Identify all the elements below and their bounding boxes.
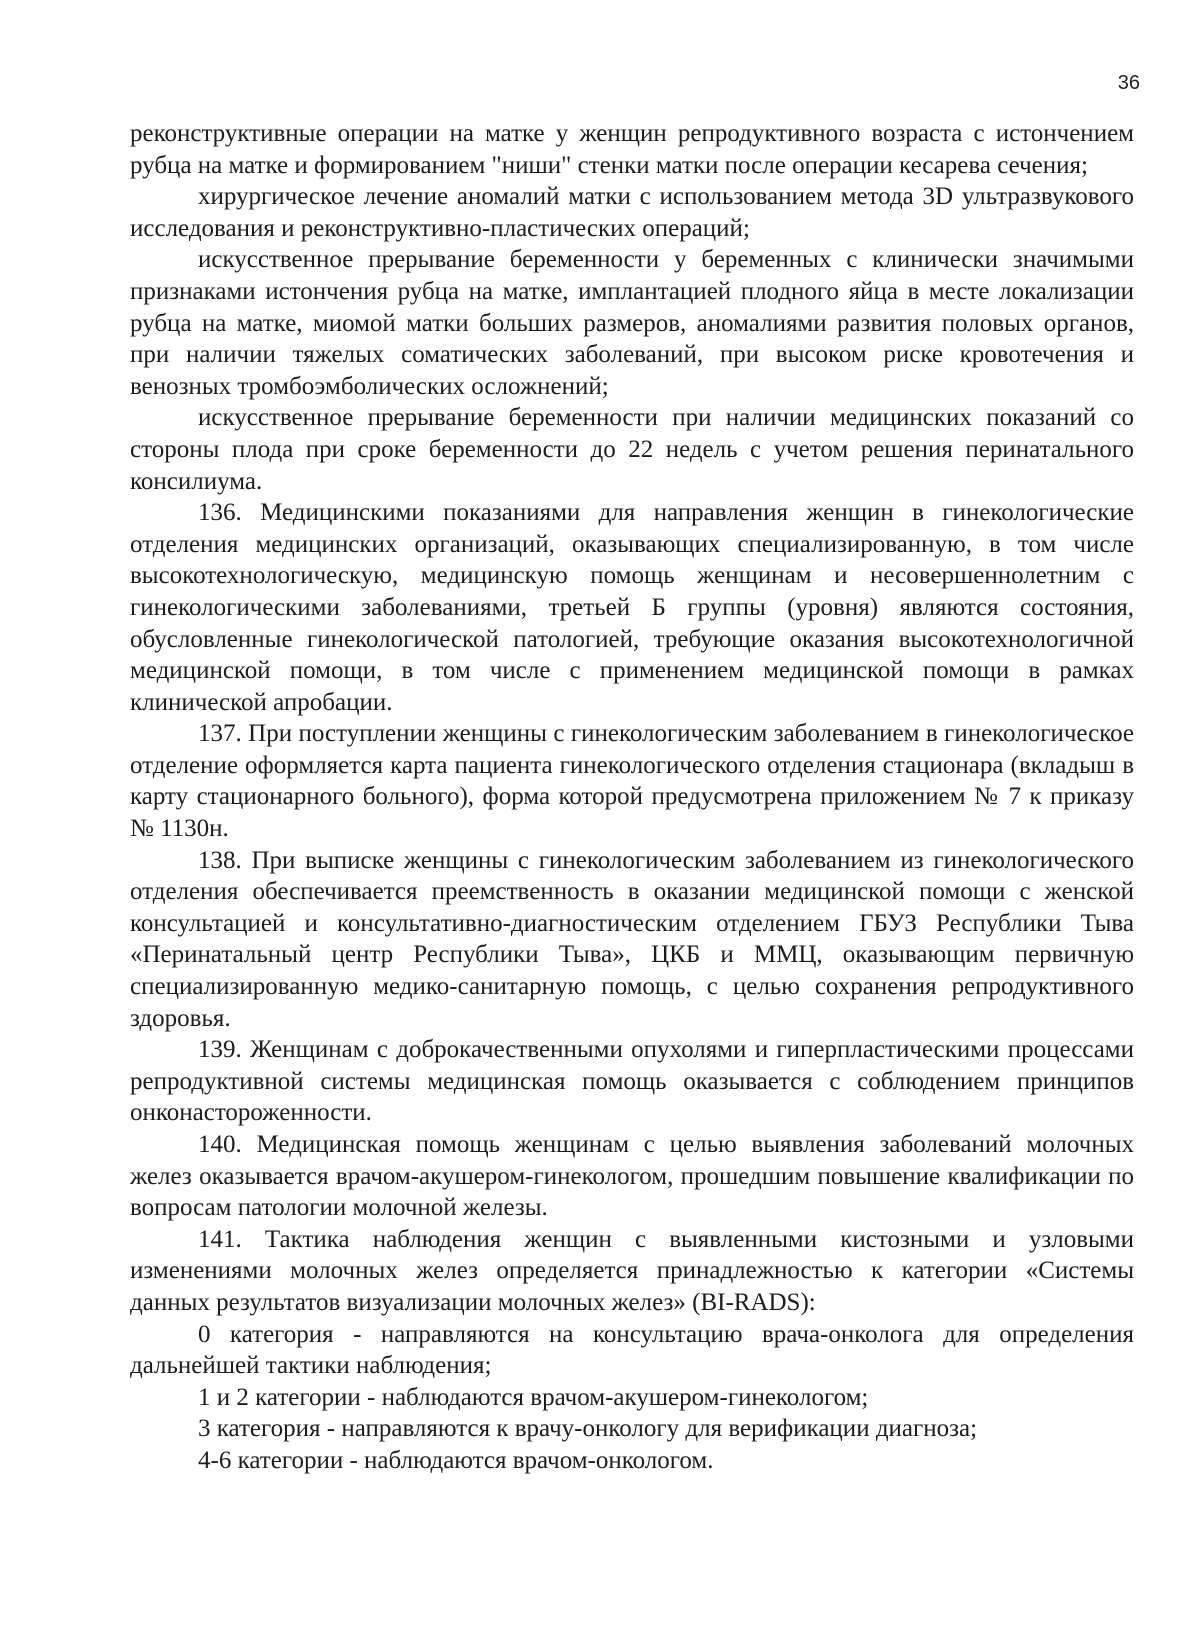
paragraph-141: 141. Тактика наблюдения женщин с выявленными кистозными и узловыми изменениями молочных желез определяется принадлежностью к категории «Системы данных результатов визуализации молочных желез» (BI-RADS): [130,1225,1134,1316]
paragraph-termination-fetal: искусственное прерывание беременности при наличии медицинских показаний со стороны плода при сроке беременности до 22 недель с учетом решения перинатального консилиума. [130,404,1134,495]
paragraph-140: 140. Медицинская помощь женщинам с целью выявления заболеваний молочных желез оказывается врачом-акушером-гинекологом, прошедшим повышение квалификации по вопросам патологии молочной железы. [130,1131,1134,1222]
paragraph-139: 139. Женщинам с доброкачественными опухолями и гиперпластическими процессами репродуктивной системы медицинская помощь оказывается с соблюдением принципов онконастороженности. [130,1036,1134,1127]
paragraph-continuation: реконструктивные операции на матке у женщин репродуктивного возраста с истончением рубца на матке и формированием "ниши" стенки матки после операции кесарева сечения; [130,120,1134,179]
paragraph-surgical-treatment: хирургическое лечение аномалий матки с использованием метода 3D ультразвукового исследования и реконструктивно-пластических операций; [130,183,1134,242]
paragraph-category-0: 0 категория - направляются на консультацию врача-онколога для определения дальнейшей тактики наблюдения; [130,1320,1134,1380]
paragraph-category-1-2: 1 и 2 категории - наблюдаются врачом-акушером-гинекологом; [198,1383,869,1411]
paragraph-termination-indications: искусственное прерывание беременности у беременных с клинически значимыми признаками истончения рубца на матке, имплантацией плодного яйца в месте локализации рубца на матке, миомой матки больших размеров, аномалиями развития половых органов, при наличии тяжелых соматических заболеваний, при высоком риске кровотечения и венозных тромбоэмболических осложнений; [130,246,1134,400]
paragraph-137: 137. При поступлении женщины с гинекологическим заболеванием в гинекологическое отделение оформляется карта пациента гинекологического отделения стационара (вкладыш в карту стационарного больного), форма которой предусмотрена приложением № 7 к приказу № 1130н. [130,720,1134,843]
paragraph-136: 136. Медицинскими показаниями для направления женщин в гинекологические отделения медицинских организаций, оказывающих специализированную, в том числе высокотехнологическую, медицинскую помощь женщинам и несовершеннолетним с гинекологическими заболеваниями, третьей Б группы (уровня) являются состояния, обусловленные гинекологической патологией, требующие оказания высокотехнологичной медицинской помощи, в том числе с применением медицинской помощи в рамках клинической апробации. [130,499,1134,716]
page-number: 36 [1117,72,1140,94]
paragraph-category-4-6: 4-6 категории - наблюдаются врачом-онкологом. [198,1446,714,1474]
document-body [130,118,1134,1477]
paragraph-category-3: 3 категория - направляются к врачу-онкологу для верификации диагноза; [198,1415,978,1443]
paragraph-138: 138. При выписке женщины с гинекологическим заболеванием из гинекологического отделения обеспечивается преемственность в оказании медицинской помощи с женской консультацией и консультативно-диагностическим отделением ГБУЗ Республики Тыва «Перинатальный центр Республики Тыва», ЦКБ и ММЦ, оказывающим первичную специализированную медико-санитарную помощь, с целью сохранения репродуктивного здоровья. [130,846,1134,1032]
